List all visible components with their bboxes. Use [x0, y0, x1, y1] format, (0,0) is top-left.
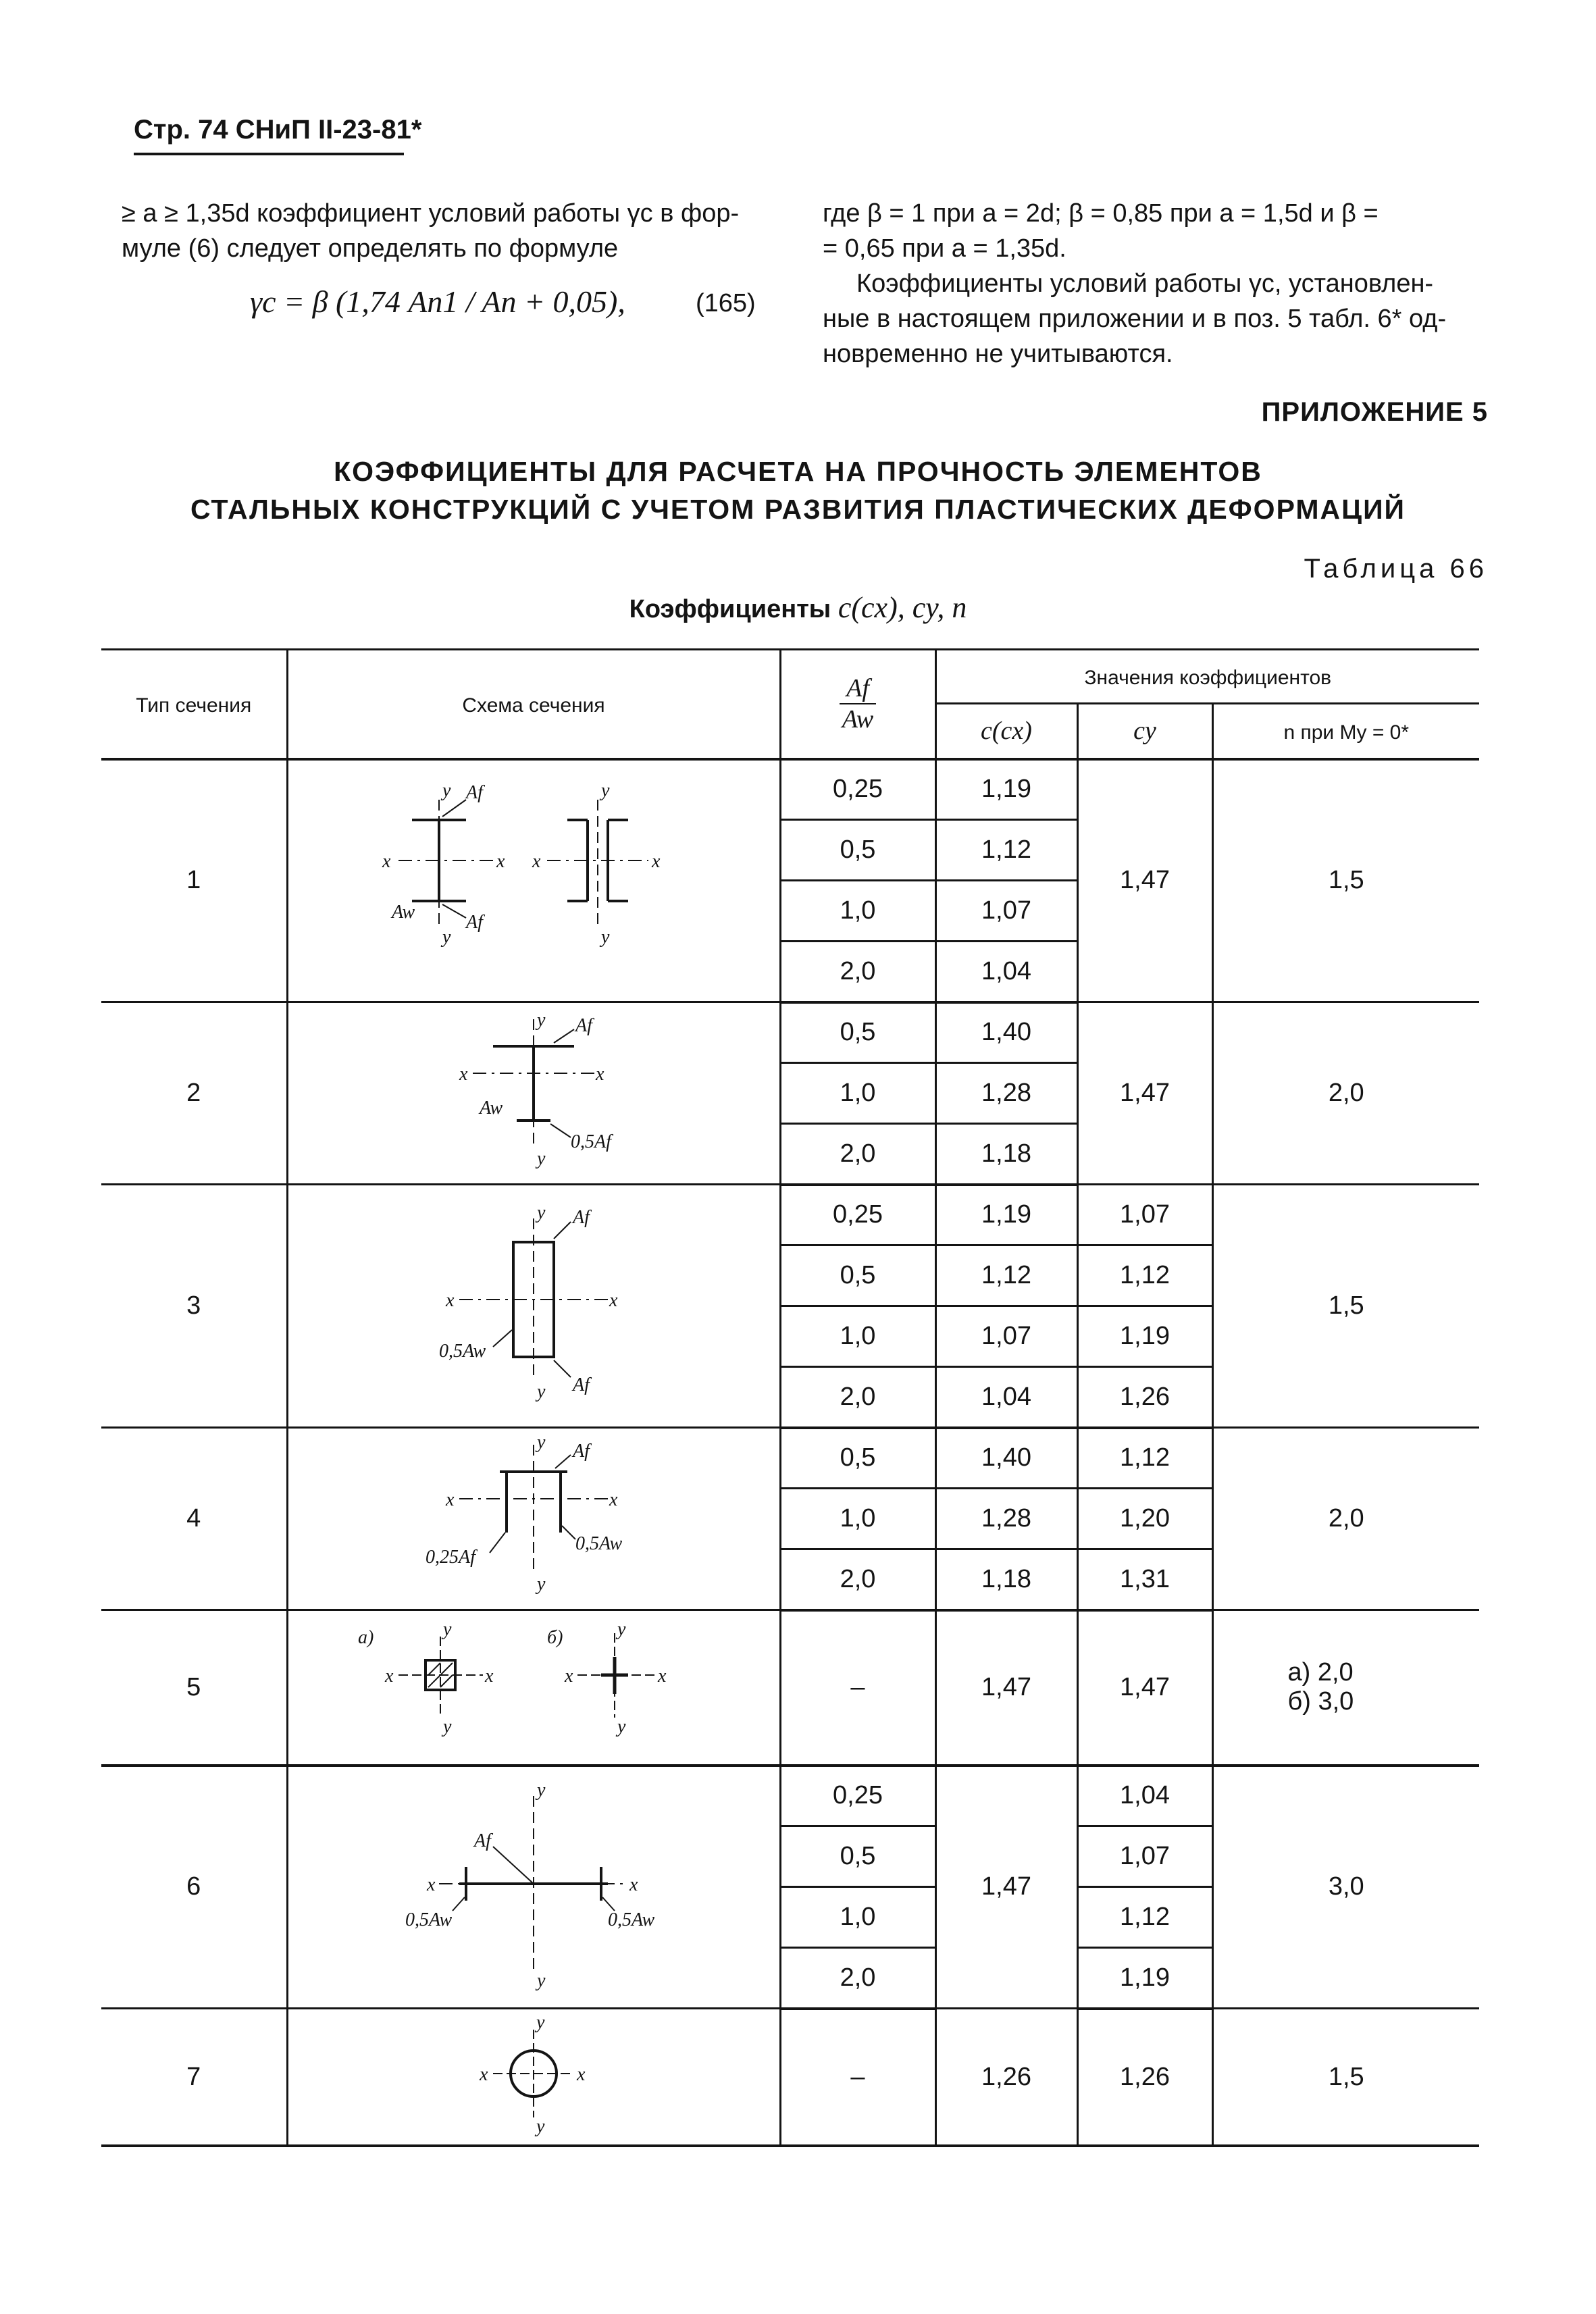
axis-label: y: [536, 2116, 545, 2137]
header-cy: cy: [1077, 704, 1212, 759]
left-line-2: муле (6) следует определять по формуле: [122, 234, 619, 263]
axis-label: x: [609, 1489, 618, 1510]
af-label: Af: [466, 911, 483, 933]
af-label: Af: [573, 1440, 590, 1462]
page-header: Стр. 74 СНиП II-23-81*: [134, 115, 422, 145]
table-number: Таблица 66: [1304, 554, 1488, 584]
axis-label: x: [480, 2064, 488, 2085]
appendix-label: ПРИЛОЖЕНИЕ 5: [1261, 397, 1488, 427]
axis-label: x: [609, 1289, 618, 1311]
n-cell: 1,5: [1212, 2009, 1479, 2146]
caption-symbols: c(cx), cy, n: [838, 591, 967, 624]
axis-label: x: [382, 850, 391, 872]
n-variant-b: б) 3,0: [1287, 1687, 1354, 1716]
n-cell: 1,5: [1212, 1185, 1479, 1428]
half-aw-label: 0,5Aw: [439, 1340, 486, 1362]
half-aw-label: 0,5Aw: [405, 1909, 453, 1930]
af-label: Af: [573, 1374, 590, 1395]
ratio-cell: 0,5: [780, 1245, 935, 1306]
axis-label: y: [601, 779, 610, 801]
c-cell: 1,04: [935, 942, 1077, 1002]
header-type: Тип сечения: [101, 650, 287, 759]
table-row: [101, 1610, 1479, 1766]
axis-label: y: [536, 2012, 545, 2033]
n-variant-a: а) 2,0: [1287, 1658, 1354, 1687]
table-row: [101, 1185, 1479, 1245]
ratio-cell: 0,25: [780, 759, 935, 820]
axis-label: x: [496, 850, 505, 872]
cy-cell: 1,19: [1077, 1948, 1212, 2009]
cy-cell: 1,19: [1077, 1306, 1212, 1367]
c-cell: 1,19: [935, 759, 1077, 820]
cy-cell: 1,12: [1077, 1245, 1212, 1306]
c-cell: 1,40: [935, 1428, 1077, 1489]
ratio-cell: 0,5: [780, 1002, 935, 1063]
af-label: Af: [474, 1830, 491, 1851]
n-cell: 2,0: [1212, 1428, 1479, 1610]
caption-prefix: Коэффициенты: [629, 595, 831, 623]
axis-label: x: [565, 1666, 573, 1687]
left-column: [122, 196, 770, 266]
cy-cell: 1,47: [1077, 1002, 1212, 1185]
scheme-6: [287, 1766, 780, 2009]
right-line-5: новременно не учитываются.: [823, 340, 1173, 368]
half-aw-label: 0,5Aw: [608, 1909, 655, 1930]
ratio-numerator: Af: [840, 673, 876, 704]
axis-label: y: [442, 779, 451, 801]
right-line-2: = 0,65 при a = 1,35d.: [823, 234, 1066, 263]
ratio-cell: 0,5: [780, 1826, 935, 1887]
axis-label: x: [446, 1489, 455, 1510]
variant-b-label: б): [547, 1627, 563, 1649]
ratio-cell: 1,0: [780, 1063, 935, 1124]
axis-label: x: [532, 850, 541, 872]
cy-cell: 1,12: [1077, 1887, 1212, 1948]
ratio-cell: –: [780, 2009, 935, 2146]
ratio-cell: 0,25: [780, 1766, 935, 1826]
type-cell: 4: [101, 1428, 287, 1610]
table-caption: [0, 590, 1596, 625]
c-cell: 1,07: [935, 881, 1077, 942]
axis-label: y: [617, 1619, 626, 1641]
axis-label: x: [658, 1666, 667, 1687]
axis-label: x: [577, 2064, 586, 2085]
aw-label: Aw: [392, 901, 415, 923]
c-cell: 1,28: [935, 1063, 1077, 1124]
table-row: [101, 1002, 1479, 1063]
variant-a-label: а): [358, 1627, 374, 1649]
type-cell: 1: [101, 759, 287, 1002]
left-line-1: ≥ a ≥ 1,35d коэффициент условий работы γc в фор-: [122, 199, 740, 228]
c-cell: 1,19: [935, 1185, 1077, 1245]
axis-label: x: [485, 1666, 494, 1687]
table-66: [101, 648, 1479, 2147]
n-cell: 2,0: [1212, 1002, 1479, 1185]
c-cell: 1,18: [935, 1124, 1077, 1185]
c-cell: 1,28: [935, 1489, 1077, 1549]
ratio-cell: 0,5: [780, 1428, 935, 1489]
right-column: [823, 196, 1491, 371]
axis-label: x: [459, 1063, 468, 1085]
c-cell: 1,40: [935, 1002, 1077, 1063]
formula-165: γc = β (1,74 An1 / An + 0,05),: [250, 284, 625, 319]
half-af-label: 0,5Af: [571, 1131, 611, 1152]
scheme-5: [287, 1610, 780, 1766]
axis-label: y: [537, 1009, 546, 1031]
aw-label: Aw: [480, 1097, 503, 1119]
axis-label: y: [537, 1970, 546, 1991]
c-cell: 1,12: [935, 820, 1077, 881]
axis-label: x: [596, 1063, 604, 1085]
axis-label: y: [537, 1779, 546, 1801]
type-cell: 7: [101, 2009, 287, 2146]
scheme-4: [287, 1428, 780, 1610]
axis-label: y: [537, 1202, 546, 1223]
ratio-cell: 1,0: [780, 1489, 935, 1549]
axis-label: y: [537, 1381, 546, 1402]
table-row: [101, 2009, 1479, 2146]
header-values-group: Значения коэффициентов: [935, 650, 1479, 704]
ratio-cell: 0,5: [780, 820, 935, 881]
scheme-7: [287, 2009, 780, 2146]
axis-label: x: [385, 1666, 394, 1687]
axis-label: y: [601, 926, 610, 948]
header-scheme: Схема сечения: [287, 650, 780, 759]
cy-cell: 1,47: [1077, 759, 1212, 1002]
ratio-cell: 1,0: [780, 1306, 935, 1367]
ratio-cell: 1,0: [780, 881, 935, 942]
ratio-cell: –: [780, 1610, 935, 1766]
axis-label: x: [446, 1289, 455, 1311]
cy-cell: 1,31: [1077, 1549, 1212, 1610]
cy-cell: 1,04: [1077, 1766, 1212, 1826]
ratio-cell: 2,0: [780, 1948, 935, 2009]
c-cell: 1,47: [935, 1610, 1077, 1766]
title-line-1: КОЭФФИЦИЕНТЫ ДЛЯ РАСЧЕТА НА ПРОЧНОСТЬ ЭЛЕМЕНТОВ: [334, 456, 1262, 487]
axis-label: y: [443, 1619, 452, 1641]
ratio-cell: 0,25: [780, 1185, 935, 1245]
ratio-cell: 2,0: [780, 1367, 935, 1428]
ratio-cell: 2,0: [780, 1549, 935, 1610]
type-cell: 6: [101, 1766, 287, 2009]
cy-cell: 1,07: [1077, 1826, 1212, 1887]
c-cell: 1,26: [935, 2009, 1077, 2146]
axis-label: y: [537, 1431, 546, 1453]
cy-cell: 1,20: [1077, 1489, 1212, 1549]
scheme-1: [287, 759, 780, 1002]
half-aw-label: 0,5Aw: [575, 1533, 623, 1554]
scheme-2: [287, 1002, 780, 1185]
n-cell: [1212, 1610, 1479, 1766]
axis-label: y: [537, 1148, 546, 1169]
equation-number: (165): [696, 289, 756, 317]
ratio-denominator: Aw: [842, 705, 874, 734]
cy-cell: 1,26: [1077, 2009, 1212, 2146]
axis-label: y: [442, 926, 451, 948]
axis-label: x: [652, 850, 661, 872]
header-c: c(cx): [935, 704, 1077, 759]
ratio-cell: 2,0: [780, 1124, 935, 1185]
axis-label: y: [537, 1573, 546, 1595]
table-row: [101, 1766, 1479, 1826]
cy-cell: 1,26: [1077, 1367, 1212, 1428]
title-line-2: СТАЛЬНЫХ КОНСТРУКЦИЙ С УЧЕТОМ РАЗВИТИЯ ПЛАСТИЧЕСКИХ ДЕФОРМАЦИЙ: [190, 494, 1406, 525]
type-cell: 3: [101, 1185, 287, 1428]
af-label: Af: [575, 1014, 592, 1036]
axis-label: x: [427, 1874, 436, 1895]
n-cell: 1,5: [1212, 759, 1479, 1002]
quarter-af-label: 0,25Af: [426, 1546, 475, 1568]
c-cell: 1,12: [935, 1245, 1077, 1306]
type-cell: 2: [101, 1002, 287, 1185]
c-cell: 1,07: [935, 1306, 1077, 1367]
axis-label: x: [629, 1874, 638, 1895]
right-line-1: где β = 1 при a = 2d; β = 0,85 при a = 1,5d и β =: [823, 199, 1379, 228]
header-rule: [134, 153, 404, 155]
cy-cell: 1,07: [1077, 1185, 1212, 1245]
c-cell: 1,18: [935, 1549, 1077, 1610]
af-label: Af: [573, 1206, 590, 1228]
table-row: [101, 759, 1479, 820]
scheme-3: [287, 1185, 780, 1428]
table-row: [101, 1428, 1479, 1489]
right-line-4: ные в настоящем приложении и в поз. 5 табл. 6* од-: [823, 305, 1447, 333]
c-cell: 1,04: [935, 1367, 1077, 1428]
cy-cell: 1,12: [1077, 1428, 1212, 1489]
ratio-cell: 1,0: [780, 1887, 935, 1948]
axis-label: y: [443, 1716, 452, 1738]
right-line-3: Коэффициенты условий работы γc, установлен-: [856, 269, 1434, 298]
af-label: Af: [466, 781, 483, 803]
cy-cell: 1,47: [1077, 1610, 1212, 1766]
header-n: n при My = 0*: [1212, 704, 1479, 759]
ratio-cell: 2,0: [780, 942, 935, 1002]
header-ratio: [780, 650, 935, 759]
axis-label: y: [617, 1716, 626, 1738]
n-cell: 3,0: [1212, 1766, 1479, 2009]
c-cell: 1,47: [935, 1766, 1077, 2009]
type-cell: 5: [101, 1610, 287, 1766]
